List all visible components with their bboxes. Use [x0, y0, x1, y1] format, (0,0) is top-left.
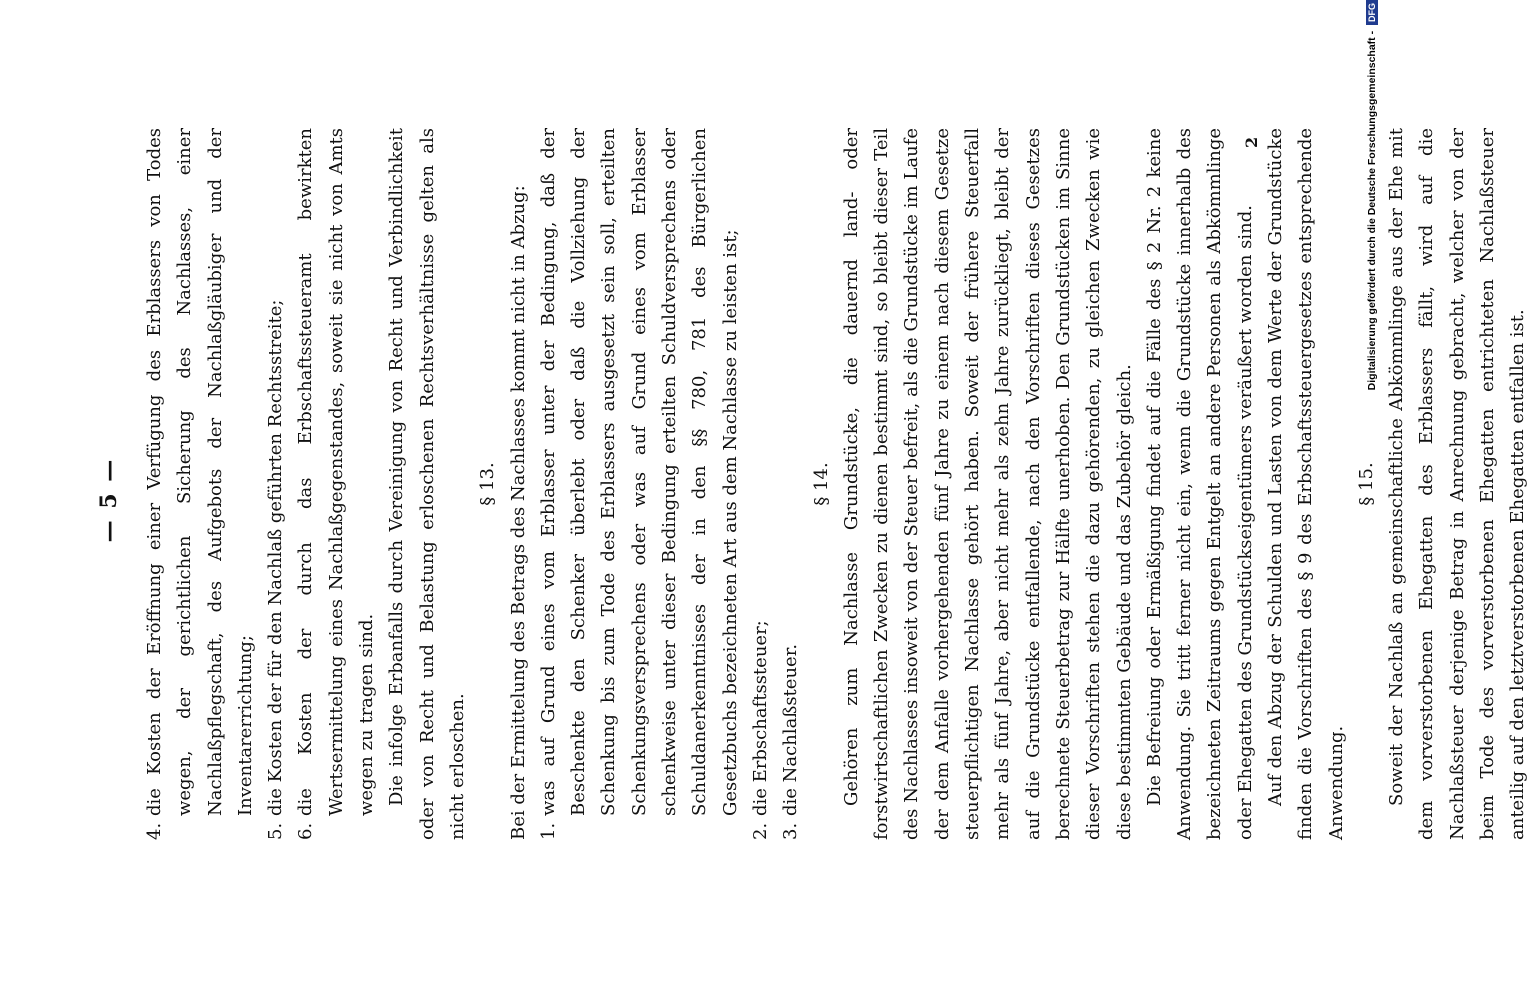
section-intro: Bei der Ermittelung des Betrags des Nachlasses kommt nicht in Abzug:: [507, 185, 529, 840]
item-text: die Kosten der Eröffnung einer Verfügung des Erblassers von Todes wegen, der gerichtlichen Sicherung des Nachlasses, einer Nachlaßpflegschaft, des Aufgebots der Nachlaßgläubiger und der Inventarerrichtung;: [144, 128, 256, 816]
list-item: [261, 128, 291, 840]
section-heading-15: § 15.: [1355, 462, 1377, 506]
item-text: die Nachlaßsteuer.: [780, 643, 802, 816]
list-item: [140, 128, 261, 840]
item-number: 1.: [537, 822, 559, 840]
paragraph: Die infolge Erbanfalls durch Vereinigung von Recht und Verbindlichkeit oder von Recht und Belastung erloschenen Rechtsverhältnisse gelten als nicht erloschen.: [386, 128, 468, 840]
digitization-note-text: Digitalisierung gefördert durch die Deutsche Forschungsgemeinschaft -: [1366, 30, 1378, 391]
list-item: [746, 128, 776, 840]
list-item: [291, 128, 382, 840]
dfg-logo: DFG: [1366, 0, 1378, 25]
item-number: 5.: [265, 822, 287, 840]
paragraph: Gehören zum Nachlasse Grundstücke, die dauernd land- oder forstwirtschaftlichen Zwecken zu dienen bestimmt sind, so bleibt dieser Teil des Nachlasses insoweit von der Steuer befreit, als die Grundstücke im Laufe der dem Anfalle vorhergehenden fünf Jahre zu einem nach diesem Gesetze steuerpflichtigen Nachlasse gehört haben. Soweit der frühere Steuerfall mehr als fünf Jahre, aber nicht mehr als zehn Jahre zurückliegt, bleibt der auf die Grundstücke entfallende, nach den Vorschriften dieses Gesetzes berechnete Steuerbetrag zur Hälfte unerhoben. Den Grundstücken im Sinne dieser Vorschriften stehen die dazu gehörenden, zu gleichen Zwecken wie diese bestimmten Gebäude und das Zubehör gleich.: [840, 128, 1135, 840]
list-item: [776, 128, 806, 840]
item-number: 6.: [295, 822, 317, 840]
item-text: was auf Grund eines vom Erblasser unter der Bedingung, daß der Beschenkte den Schenker überlebt oder daß die Vollziehung der Schenkung bis zum Tode des Erblassers ausgesetzt sein soll, erteilten Schenkungsversprechens oder was auf Grund eines vom Erblasser schenkweise unter dieser Bedingung erteilten Schuldversprechens oder Schuldanerkenntnisses der in den §§ 780, 781 des Bürgerlichen Gesetzbuchs bezeichneten Art aus dem Nachlasse zu leisten ist;: [537, 128, 741, 816]
signature-mark: 2: [1242, 136, 1261, 148]
section-heading-13: § 13.: [477, 462, 499, 506]
item-number: 2.: [749, 822, 771, 840]
page-content: [140, 128, 1534, 840]
item-text: die Erbschaftssteuer;: [749, 620, 771, 816]
paragraph: Die Befreiung oder Ermäßigung findet auf die Fälle des § 2 Nr. 2 keine Anwendung. Sie tritt ferner nicht ein, wenn die Grundstücke innerhalb des bezeichneten Zeitraums gegen Entgelt an andere Personen als Abkömmlinge oder Ehegatten des Grundstückseigentümers veräußert worden sind.: [1143, 128, 1256, 840]
item-text: die Kosten der für den Nachlaß geführten Rechtsstreite;: [265, 299, 287, 816]
item-text: die Kosten der durch das Erbschaftssteueramt bewirkten Wertsermittelung eines Nachlaßgegenstandes, soweit sie nicht von Amts wegen zu tragen sind.: [295, 128, 378, 816]
item-number: 4.: [144, 822, 165, 840]
list-item: [534, 128, 746, 840]
paragraph: Soweit der Nachlaß an gemeinschaftliche Abkömmlinge aus der Ehe mit dem vorverstorbenen Ehegatten des Erblassers fällt, wird auf die Nachlaßsteuer derjenige Betrag in Anrechnung gebracht, welcher von der beim Tode des vorverstorbenen Ehegatten entrichteten Nachlaßsteuer anteilig auf den letztverstorbenen Ehegatten entfallen ist.: [1386, 128, 1529, 840]
page-number: — 5 —: [96, 457, 122, 543]
paragraph: Auf den Abzug der Schulden und Lasten von dem Werte der Grundstücke finden die Vorschriften des § 9 des Erbschaftssteuergesetzes entsprechende Anwendung.: [1264, 128, 1347, 840]
item-number: 3.: [780, 822, 802, 840]
section-heading-14: § 14.: [810, 462, 832, 506]
digitization-note: [1366, 0, 1378, 1000]
